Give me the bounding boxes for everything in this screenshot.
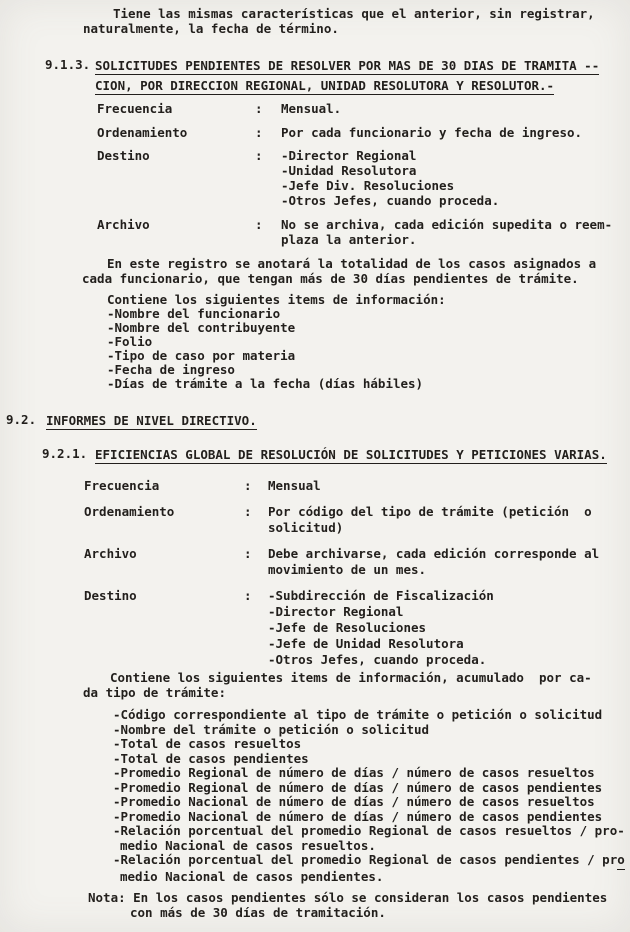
nota-line-2: con más de 30 días de tramitación. [130, 905, 386, 920]
field-value: -Subdirección de Fiscalización -Director Regional -Jefe de Resoluciones -Jefe de Unidad Resolutora -Otros Jefes, cuando proceda. [268, 588, 494, 667]
list-item: -Promedio Nacional de número de días / número de casos pendientes [113, 808, 603, 824]
field-row-ordenamiento [97, 125, 617, 140]
list-item-continuation: medio Nacional de casos pendientes. [120, 868, 384, 884]
contiene-line-1: Contiene los siguientes items de información, acumulado por ca- [110, 670, 592, 685]
list-item: -Fecha de ingreso [107, 362, 235, 377]
field-value: -Director Regional -Unidad Resolutora -Jefe Div. Resoluciones -Otros Jefes, cuando proceda. [281, 148, 500, 208]
list-item: -Promedio Nacional de número de días / número de casos resueltos [113, 794, 595, 809]
list-item: -Código correspondiente al tipo de trámite o petición o solicitud [113, 707, 603, 722]
section-number: 9.1.3. [45, 57, 91, 72]
field-label: Frecuencia [84, 478, 160, 493]
list-item: -Relación porcentual del promedio Regional de casos resueltos / pro- [113, 823, 625, 838]
field-row-destino [84, 588, 620, 668]
intro-paragraph [83, 6, 595, 36]
field-separator: : [244, 588, 252, 603]
registro-line-1: En este registro se anotará la totalidad de los casos asignados a [107, 256, 597, 271]
field-value: Debe archivarse, cada edición corresponde al movimiento de un mes. [268, 546, 600, 577]
field-label: Frecuencia [97, 101, 173, 116]
field-row-archivo [84, 546, 620, 578]
field-value: Mensual. [281, 101, 342, 116]
section-title-line: INFORMES DE NIVEL DIRECTIVO. [46, 413, 257, 428]
field-row-frecuencia [84, 478, 620, 494]
section-9-1-3-fields [97, 101, 617, 255]
field-value: No se archiva, cada edición supedita o reem- plaza la anterior. [281, 216, 613, 247]
field-separator: : [244, 478, 252, 493]
field-value: Por cada funcionario y fecha de ingreso. [281, 124, 583, 140]
list-item: -Tipo de caso por materia [107, 348, 296, 363]
field-label: Destino [97, 148, 150, 163]
field-label: Ordenamiento [84, 504, 175, 519]
field-row-ordenamiento [84, 504, 620, 536]
section-title-line-2: CION, POR DIRECCION REGIONAL, UNIDAD RESOLUTORA Y RESOLUTOR.- [95, 78, 555, 93]
field-value: Mensual [268, 478, 321, 493]
field-separator: : [244, 546, 252, 561]
field-label: Destino [84, 588, 137, 603]
intro-line-2: naturalmente, la fecha de término. [83, 21, 339, 36]
list-item: -Nombre del trámite o petición o solicitud [113, 721, 430, 737]
list-item: -Días de trámite a la fecha (días hábiles) [107, 376, 424, 391]
field-value: Por código del tipo de trámite (petición o solicitud) [268, 504, 592, 535]
section-number: 9.2.1. [42, 446, 88, 461]
field-separator: : [255, 101, 263, 116]
registro-paragraph [82, 256, 596, 286]
field-label: Archivo [97, 216, 150, 232]
section-title [95, 57, 599, 97]
items-list-9-1-3 [107, 293, 446, 391]
list-item: -Promedio Regional de número de días / número de casos resueltos [113, 765, 595, 780]
section-9-2-1-heading [42, 446, 607, 466]
section-title [95, 446, 607, 466]
list-item: -Total de casos pendientes [113, 750, 309, 766]
field-label: Archivo [84, 546, 137, 561]
list-item: -Relación porcentual del promedio Regional de casos pendientes / pro [113, 853, 625, 870]
field-row-destino [97, 148, 617, 208]
list-item: -Nombre del contribuyente [107, 320, 296, 335]
intro-line-1: Tiene las mismas características que el anterior, sin registrar, [113, 6, 595, 21]
section-9-1-3-heading [45, 57, 599, 97]
items-intro: Contiene los siguientes items de información: [107, 292, 446, 307]
field-separator: : [244, 504, 252, 519]
list-item: -Folio [107, 334, 153, 349]
wrap-marker: o [617, 853, 625, 870]
section-title-line-1: SOLICITUDES PENDIENTES DE RESOLVER POR MAS DE 30 DIAS DE TRAMITA -- [95, 58, 600, 73]
section-number: 9.2. [6, 412, 37, 427]
contiene-paragraph [83, 670, 592, 700]
list-item: -Total de casos resueltos [113, 736, 302, 751]
list-item: -Promedio Regional de número de días / número de casos pendientes [113, 779, 603, 795]
field-label: Ordenamiento [97, 124, 188, 140]
list-item-continuation: medio Nacional de casos resueltos. [120, 837, 376, 853]
contiene-line-2: da tipo de trámite: [83, 685, 226, 700]
nota-line-1: Nota: En los casos pendientes sólo se consideran los casos pendientes [88, 890, 608, 905]
registro-line-2: cada funcionario, que tengan más de 30 días pendientes de trámite. [82, 271, 579, 286]
field-row-frecuencia [97, 101, 617, 116]
field-separator: : [255, 216, 263, 232]
section-9-2-1-fields [84, 478, 620, 678]
section-9-2-heading [6, 412, 257, 432]
section-title [46, 412, 257, 432]
field-separator: : [255, 124, 263, 140]
nota-block [88, 890, 607, 920]
section-title-line: EFICIENCIAS GLOBAL DE RESOLUCIÓN DE SOLICITUDES Y PETICIONES VARIAS. [95, 447, 607, 462]
list-item: -Nombre del funcionario [107, 306, 281, 321]
field-row-archivo [97, 217, 617, 247]
field-separator: : [255, 148, 263, 163]
items-list-9-2-1 [113, 708, 625, 884]
